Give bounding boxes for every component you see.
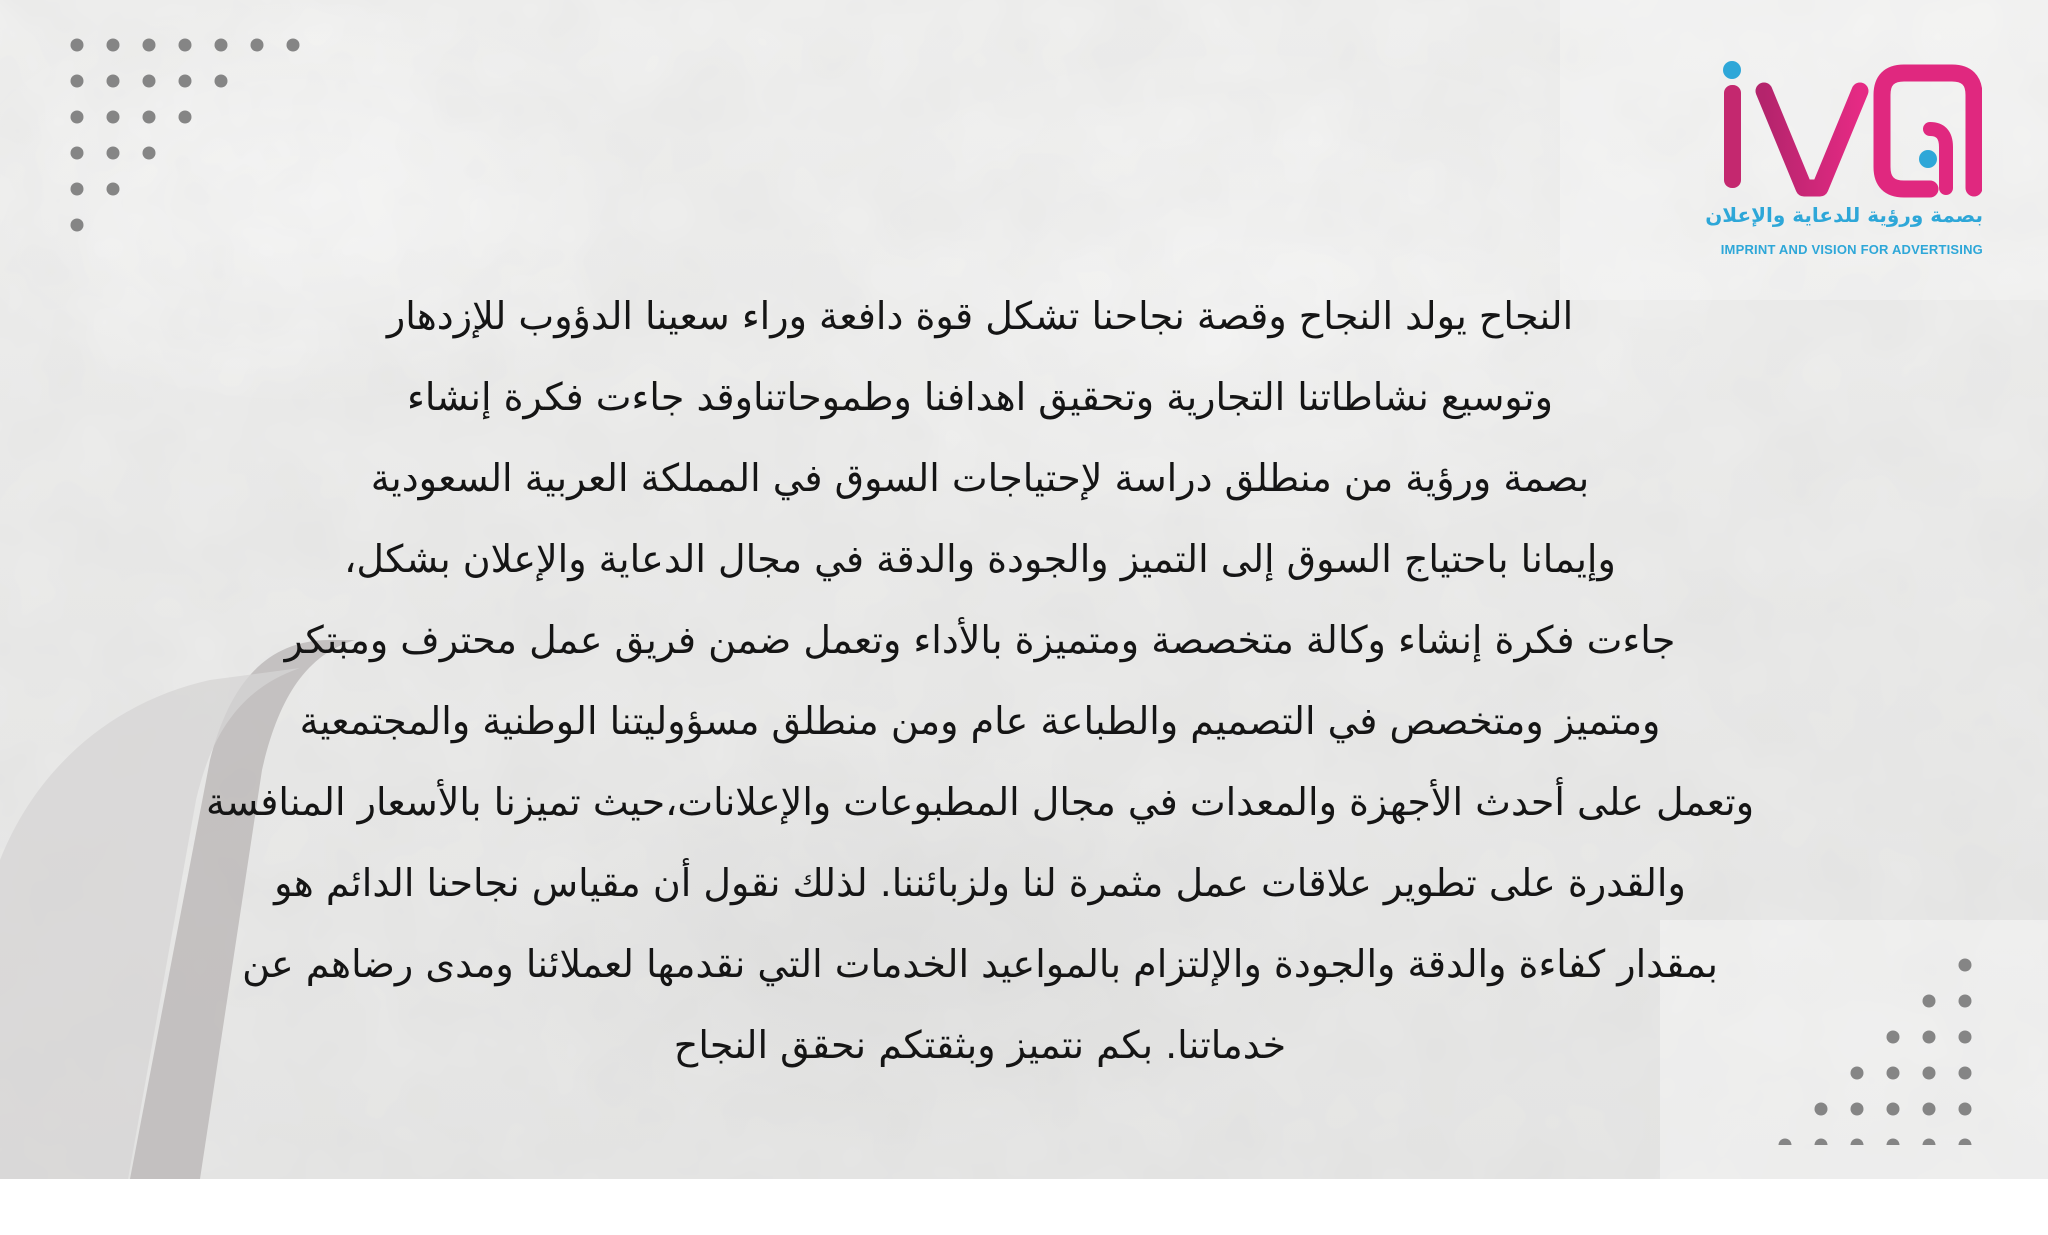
decorative-dot bbox=[1887, 1103, 1900, 1116]
company-logo bbox=[1700, 55, 1990, 265]
dot-pattern-top-left bbox=[60, 30, 300, 240]
paragraph-line-4: وإيمانا باحتياج السوق إلى التميز والجودة والدقة في مجال الدعاية والإعلان بشكل، bbox=[344, 537, 1616, 581]
decorative-dot bbox=[179, 39, 192, 52]
decorative-dot bbox=[71, 111, 84, 124]
decorative-dot bbox=[1887, 1139, 1900, 1146]
decorative-dot bbox=[107, 183, 120, 196]
paragraph-line-7: وتعمل على أحدث الأجهزة والمعدات في مجال المطبوعات والإعلانات،حيث تميزنا بالأسعار المنافسة bbox=[205, 780, 1755, 824]
decorative-dot bbox=[1959, 1031, 1972, 1044]
about-paragraph bbox=[120, 276, 1840, 1086]
paragraph-line-10: خدماتنا. بكم نتميز وبثقتكم نحقق النجاح bbox=[673, 1023, 1287, 1067]
decorative-dot bbox=[1923, 1103, 1936, 1116]
decorative-dot bbox=[107, 111, 120, 124]
decorative-dot bbox=[1923, 1067, 1936, 1080]
decorative-dot bbox=[179, 111, 192, 124]
decorative-dot bbox=[1887, 1031, 1900, 1044]
paragraph-line-1: النجاح يولد النجاح وقصة نجاحنا تشكل قوة دافعة وراء سعينا الدؤوب للإزدهار bbox=[386, 294, 1574, 338]
paragraph-line-9: بمقدار كفاءة والدقة والجودة والإلتزام بالمواعيد الخدمات التي نقدمها لعملائنا ومدى رضاهم عن bbox=[242, 942, 1718, 986]
decorative-dot bbox=[215, 39, 228, 52]
decorative-dot bbox=[1923, 1031, 1936, 1044]
paragraph-line-6: ومتميز ومتخصص في التصميم والطباعة عام ومن منطلق مسؤوليتنا الوطنية والمجتمعية bbox=[299, 699, 1661, 743]
decorative-dot bbox=[215, 75, 228, 88]
decorative-dot bbox=[143, 39, 156, 52]
decorative-dot bbox=[107, 39, 120, 52]
decorative-dot bbox=[1959, 1103, 1972, 1116]
decorative-dot bbox=[1851, 1067, 1864, 1080]
decorative-dot bbox=[1887, 1067, 1900, 1080]
decorative-dot bbox=[1959, 1139, 1972, 1146]
decorative-dot bbox=[71, 75, 84, 88]
decorative-dot bbox=[71, 39, 84, 52]
paragraph-line-3: بصمة ورؤية من منطلق دراسة لإحتياجات السوق في المملكة العربية السعودية bbox=[370, 456, 1590, 500]
paragraph-line-5: جاءت فكرة إنشاء وكالة متخصصة ومتميزة بالأداء وتعمل ضمن فريق عمل محترف ومبتكر bbox=[284, 618, 1676, 662]
decorative-dot bbox=[1923, 995, 1936, 1008]
decorative-dot bbox=[251, 39, 264, 52]
decorative-dot bbox=[71, 183, 84, 196]
decorative-dot bbox=[179, 75, 192, 88]
decorative-dot bbox=[1779, 1139, 1792, 1146]
logo-english-name: IMPRINT AND VISION FOR ADVERTISING bbox=[1720, 242, 1983, 257]
decorative-dot bbox=[287, 39, 300, 52]
decorative-dot bbox=[1959, 1067, 1972, 1080]
decorative-dot bbox=[1851, 1139, 1864, 1146]
paragraph-line-8: والقدرة على تطوير علاقات عمل مثمرة لنا ولزبائننا. لذلك نقول أن مقياس نجاحنا الدائم هو bbox=[274, 861, 1686, 905]
decorative-dot bbox=[71, 147, 84, 160]
decorative-dot bbox=[107, 147, 120, 160]
decorative-dot bbox=[1959, 959, 1972, 972]
decorative-dot bbox=[143, 111, 156, 124]
decorative-dot bbox=[1851, 1103, 1864, 1116]
paragraph-line-2: وتوسيع نشاطاتنا التجارية وتحقيق اهدافنا وطموحاتناوقد جاءت فكرة إنشاء bbox=[407, 375, 1553, 419]
decorative-dot bbox=[71, 219, 84, 232]
logo-arabic-name: بصمة ورؤية للدعاية والإعلان bbox=[1705, 203, 1983, 227]
decorative-dot bbox=[143, 147, 156, 160]
decorative-dot bbox=[107, 75, 120, 88]
iva-wordmark bbox=[1712, 55, 1982, 205]
decorative-dot bbox=[1959, 995, 1972, 1008]
decorative-dot bbox=[1815, 1139, 1828, 1146]
decorative-dot bbox=[143, 75, 156, 88]
decorative-dot bbox=[1815, 1103, 1828, 1116]
decorative-dot bbox=[1923, 1139, 1936, 1146]
